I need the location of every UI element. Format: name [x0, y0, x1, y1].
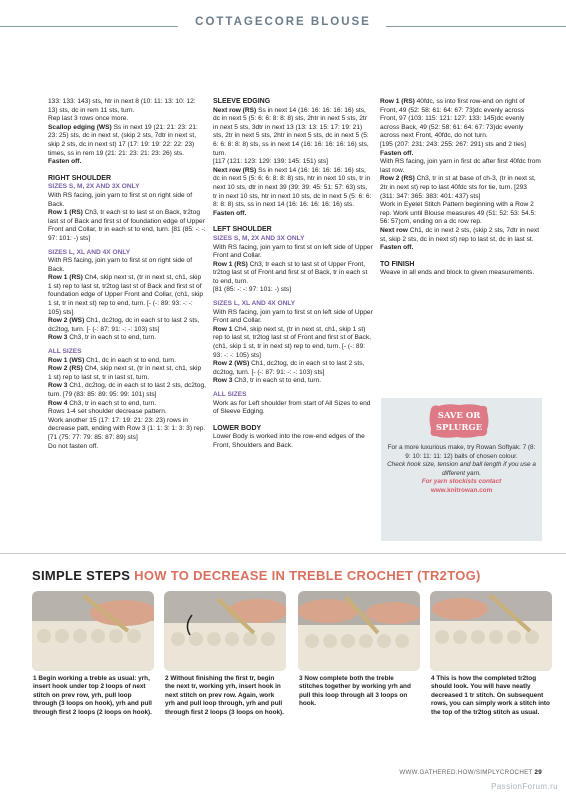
pattern-text: [195 (207: 231: 243: 255: 267: 291) sts and 2 ties]: [380, 140, 526, 148]
promo-text: [386, 444, 537, 495]
step-3-photo: [298, 591, 420, 671]
step-number: 1: [33, 675, 37, 682]
pattern-text: Weave in all ends and block to given measurements.: [380, 269, 535, 277]
row-text: Ss in next 19 (21: 21: 23: 21: 23: 25) sts, dc in next st, (skip 2 sts, 7dtr in next st, skip 2 sts, dc in next st) 17 (17: 19: 19: 22: 22: 23) times, ss in rem 19 (21: 21: 23: 21: 23: 26) sts.: [48, 123, 198, 157]
row-label: Row 1 (WS): [48, 356, 85, 364]
pattern-row: [213, 261, 373, 287]
pattern-text: [117 (121: 123: 129: 139: 145: 151) sts]: [213, 158, 328, 166]
row-text: Ch1, dc2tog, dc in each st to last 2 sts, dc2tog, turn. [- (-: 87: 91: -: -: 103) sts]: [48, 317, 200, 333]
pattern-row: [48, 317, 206, 334]
pattern-row: [48, 334, 206, 343]
badge-line-2: SPLURGE: [435, 423, 483, 433]
step-2-photo: [164, 591, 286, 671]
row-text: 40fdc, ss into first row-end on right of Front, 49 (52: 58: 61: 64: 67: 73)dc evenly across Front, 97 (103: 115: 121: 127: 133: 145)dc evenly across Back, 49 (52: 58: 61: 64: 67: 73)dc evenly across next Front, 40fdc, do not turn.: [380, 98, 525, 140]
pattern-text: With RS facing, join yarn to first st on right side of Back.: [48, 257, 193, 273]
row-text: Ch1, dc in each st to end, turn.: [84, 356, 176, 364]
step-text: Now complete both the treble stitches together by working yrh and pull this loop through all 3 loops on hook.: [299, 675, 411, 708]
sizes-heading: SIZES L, XL AND 4X ONLY: [48, 248, 131, 256]
fasten-off: Fasten off.: [380, 149, 414, 157]
section-heading: LOWER BODY: [213, 424, 262, 432]
section-heading: RIGHT SHOULDER: [48, 174, 111, 182]
row-label: Next row (RS): [213, 166, 257, 174]
sizes-heading: SIZES L, XL AND 4X ONLY: [213, 300, 296, 308]
step-text: This is how the completed tr2tog should look. You will have neatly decreased 1 tr stitch. On subsequent rows, you can simply work a stitch into the top of the tr2tog stitch as usual.: [431, 675, 550, 716]
save-or-splurge-badge: [427, 403, 491, 439]
section-heading: LEFT SHOULDER: [213, 226, 272, 234]
column-3: [380, 98, 542, 278]
row-label: Row 4: [48, 399, 68, 407]
row-text: Ch4, skip next st, (tr in next st, ch1, skip 1 st) rep to last st, tr2tog last st of Front and first st of Back, (ch1, skip 1 st, tr in next st) rep to end, turn. [- (-: 89: 93: -: -: 105) sts]: [213, 325, 371, 359]
step-text: Without finishing the first tr, begin the next tr, working yrh, insert hook in next stitch on prev row. Again, work yrh and pull loop through, yrh and pull through first 2 loops (3 loops on hook).: [165, 675, 284, 716]
row-label: Row 3: [48, 382, 68, 390]
pattern-text: Work another 15 (17: 17: 19: 21: 23: 23) rows in decrease patt, ending with Row 3 (1: 1: 3: 1: 3: 3) rep. [71 (75: 77: 79: 85: 87: 89) sts]: [48, 416, 206, 441]
row-text: Ch3, tr in each st to end, turn.: [67, 334, 157, 342]
step-number: 3: [299, 675, 303, 682]
fasten-off: Fasten off.: [213, 209, 247, 217]
pattern-text: Rows 1-4 set shoulder decrease pattern.: [48, 408, 167, 416]
pattern-text: With RS facing, join yarn to first st on left side of Upper Front and Collar.: [213, 243, 373, 260]
row-text: Ss in next 14 (16: 16: 16: 16: 16) sts, dc in next 5 (5: 6: 6: 8: 8: 8) sts, 2htr in next 5 sts, 2tr in next 5 sts, 3dtr in next 13 (13: 13: 15: 17: 19: 21) sts, 2tr in next 5 sts, 2htr in next 5 sts, dc in next 5 (5: 6: 6: 8: 8: 8) sts, ss in next 14 (16: 16: 16: 16: 16) sts, turn.: [213, 106, 369, 157]
pattern-row: [48, 274, 206, 317]
simple-steps-label: SIMPLE STEPS: [32, 568, 131, 583]
row-label: Next row: [380, 226, 408, 234]
badge-line-1: SAVE OR: [437, 411, 481, 421]
step-4-caption: [431, 675, 551, 717]
sizes-heading: ALL SIZES: [213, 391, 247, 398]
row-text: Ch3, tr in each st to end, turn.: [67, 399, 157, 407]
row-label: Row 3: [48, 334, 68, 342]
promo-yarn-text: For a more luxurious make, try Rowan Softyak: 7 (8: 9: 10: 11: 11: 12) balls of chosen colour.: [387, 444, 536, 460]
step-1-caption: [33, 675, 153, 717]
sizes-heading: ALL SIZES: [48, 348, 82, 356]
section-heading: SLEEVE EDGING: [213, 98, 271, 105]
row-text: Ch3, tr in each st to end, turn.: [232, 377, 322, 385]
row-label: Scallop edging (WS): [48, 123, 112, 131]
pattern-row: [48, 382, 206, 399]
pattern-row: [213, 360, 373, 377]
fasten-off: Fasten off.: [48, 158, 82, 166]
pattern-text: 133: 133: 143) sts, htr in next 8 (10: 11: 13: 10: 12: 13) sts, dc in rem 11 sts, turn.: [48, 98, 196, 114]
fasten-off: Fasten off.: [380, 244, 414, 252]
row-label: Row 2 (WS): [48, 317, 85, 325]
pattern-text: With RS facing, join yarn in first dc after first 40fdc from last row.: [380, 158, 541, 174]
step-number: 4: [431, 675, 435, 682]
simple-steps-title: [32, 568, 481, 583]
page-number: 29: [534, 769, 542, 776]
step-3-caption: [299, 675, 419, 709]
pattern-row: [48, 400, 206, 409]
step-number: 2: [165, 675, 169, 682]
pattern-row: [213, 326, 373, 360]
page-footer: [399, 769, 542, 776]
pattern-row: [380, 227, 542, 244]
row-label: Row 1: [213, 325, 233, 333]
promo-website-link[interactable]: www.knitrowan.com: [430, 486, 493, 494]
section-heading: TO FINISH: [380, 260, 415, 268]
promo-note: Check hook size, tension and ball length if you use a different yarn.: [387, 461, 536, 477]
pattern-text: With RS facing, join yarn to first st on right side of Back.: [48, 191, 193, 208]
row-label: Row 1 (RS): [380, 98, 415, 105]
pattern-row: [213, 107, 373, 159]
simple-steps-subtitle: HOW TO DECREASE IN TREBLE CROCHET (TR2TOG): [134, 568, 481, 583]
row-label: Row 1 (RS): [213, 260, 248, 268]
step-text: Begin working a treble as usual: yrh, insert hook under top 2 loops of next stitch on prev row, yrh, pull loop through (3 loops on hook), yrh and pull through first 2 loops (2 loops on hook).: [33, 675, 152, 716]
row-label: Row 2 (RS): [380, 175, 415, 183]
row-text: Ss in next 14 (16: 16: 16: 16: 16) sts, dc in next 5 (5: 6: 6: 8: 8: 8) sts, htr in next 10 sts, tr in next 10 sts, dtr in next 39 (39: 39: 45: 51: 57: 63) sts, tr in next 10 sts, htr in next 10 sts, dc in next 5 (5: 6: 6: 8: 8: 8) sts, ss in next 14 (16: 16: 16: 16: 16) sts.: [213, 166, 372, 209]
pattern-text: [81 (85: -: -: 97: 101: -) sts]: [213, 286, 292, 294]
pattern-row: [48, 209, 206, 243]
sizes-heading: SIZES S, M, 2X AND 3X ONLY: [48, 183, 140, 191]
pattern-row: [48, 365, 206, 382]
row-text: Ch4, skip next st, (tr in next st, ch1, skip 1 st) rep to last st, tr in last st, turn.: [48, 365, 202, 381]
pattern-row: [48, 124, 206, 158]
row-label: Row 2 (RS): [48, 365, 83, 373]
sizes-heading: SIZES S, M, 2X AND 3X ONLY: [213, 234, 305, 242]
pattern-text: Work in Eyelet Stitch Pattern beginning with a Row 2 rep. Work until Blouse measures 49 (51: 52: 53: 54.5: 56: 57)cm, ending on a dc row rep.: [380, 201, 537, 226]
row-label: Row 2 (WS): [213, 360, 250, 368]
pattern-row: [48, 357, 206, 366]
row-text: Ch1, dc2tog, dc in each st to last 2 sts, dc2tog, turn. [- (-: 87: 91: -: -: 103) sts]: [213, 360, 365, 376]
row-text: Ch1, dc2tog, dc in each st to last 2 sts, dc2tog, turn. [79 (83: 85: 89: 95: 99: 101) sts]: [48, 382, 206, 398]
row-label: Row 1 (RS): [48, 274, 83, 282]
step-4-photo: [430, 591, 552, 671]
step-1-photo: [32, 591, 154, 671]
row-text: Ch3, tr each st to last st on Back, tr2tog last st of Back and first st of foundation edge of Upper Front and Collar, tr in each st to end, turn. [81 (85: -: -: 97: 101: -) sts]: [48, 209, 206, 242]
pattern-text: Rep last 3 rows once more.: [48, 115, 129, 123]
row-text: Ch1, dc in next 2 sts, (skip 2 sts, 7dtr in next st, skip 2 sts, dc in next st) rep to last st, dc in last st.: [380, 226, 540, 243]
row-label: Row 3: [213, 377, 233, 385]
step-2-caption: [165, 675, 285, 717]
row-label: Row 1 (RS): [48, 209, 83, 217]
page-header-title: COTTAGECORE BLOUSE: [195, 16, 371, 28]
column-1: [48, 98, 206, 451]
pattern-text: With RS facing, join yarn to first st on left side of Upper Front and Collar.: [213, 308, 373, 325]
row-text: Ch3, tr each st to last st of Upper Front, tr2tog last st of Front and first st of Back, tr in each st to end, turn.: [213, 260, 368, 285]
promo-contact: For yarn stockists contact: [421, 478, 502, 485]
pattern-text: Do not fasten off.: [48, 442, 99, 450]
pattern-row: [380, 98, 542, 141]
row-text: Ch3, tr in st at base of ch-3, (tr in next st, 2tr in next st) rep to last 40fdc sts for tie, turn. [293 (311: 347: 365: 383: 401: 437) sts]: [380, 175, 536, 200]
row-label: Next row (RS): [213, 106, 257, 114]
footer-url[interactable]: WWW.GATHERED.HOW/SIMPLYCROCHET: [399, 769, 533, 776]
pattern-text: Lower Body is worked into the row-end edges of the Front, Shoulders and Back.: [213, 433, 365, 449]
pattern-text: Work as for Left shoulder from start of All Sizes to end of Sleeve Edging.: [213, 399, 371, 416]
pattern-row: [213, 377, 373, 386]
watermark: PassionForum.ru: [491, 782, 558, 791]
pattern-row: [380, 175, 542, 201]
pattern-row: [213, 167, 373, 210]
column-2: [213, 98, 373, 451]
row-text: Ch4, skip next st, (tr in next st, ch1, skip 1 st) rep to last st, tr2tog last st of Back and first st of foundation edge of Upper Front and Collar, (ch1, skip 1 st, tr in next st) rep to end, turn. [- (-: 89: 93: -: -: 105) sts]: [48, 274, 204, 316]
